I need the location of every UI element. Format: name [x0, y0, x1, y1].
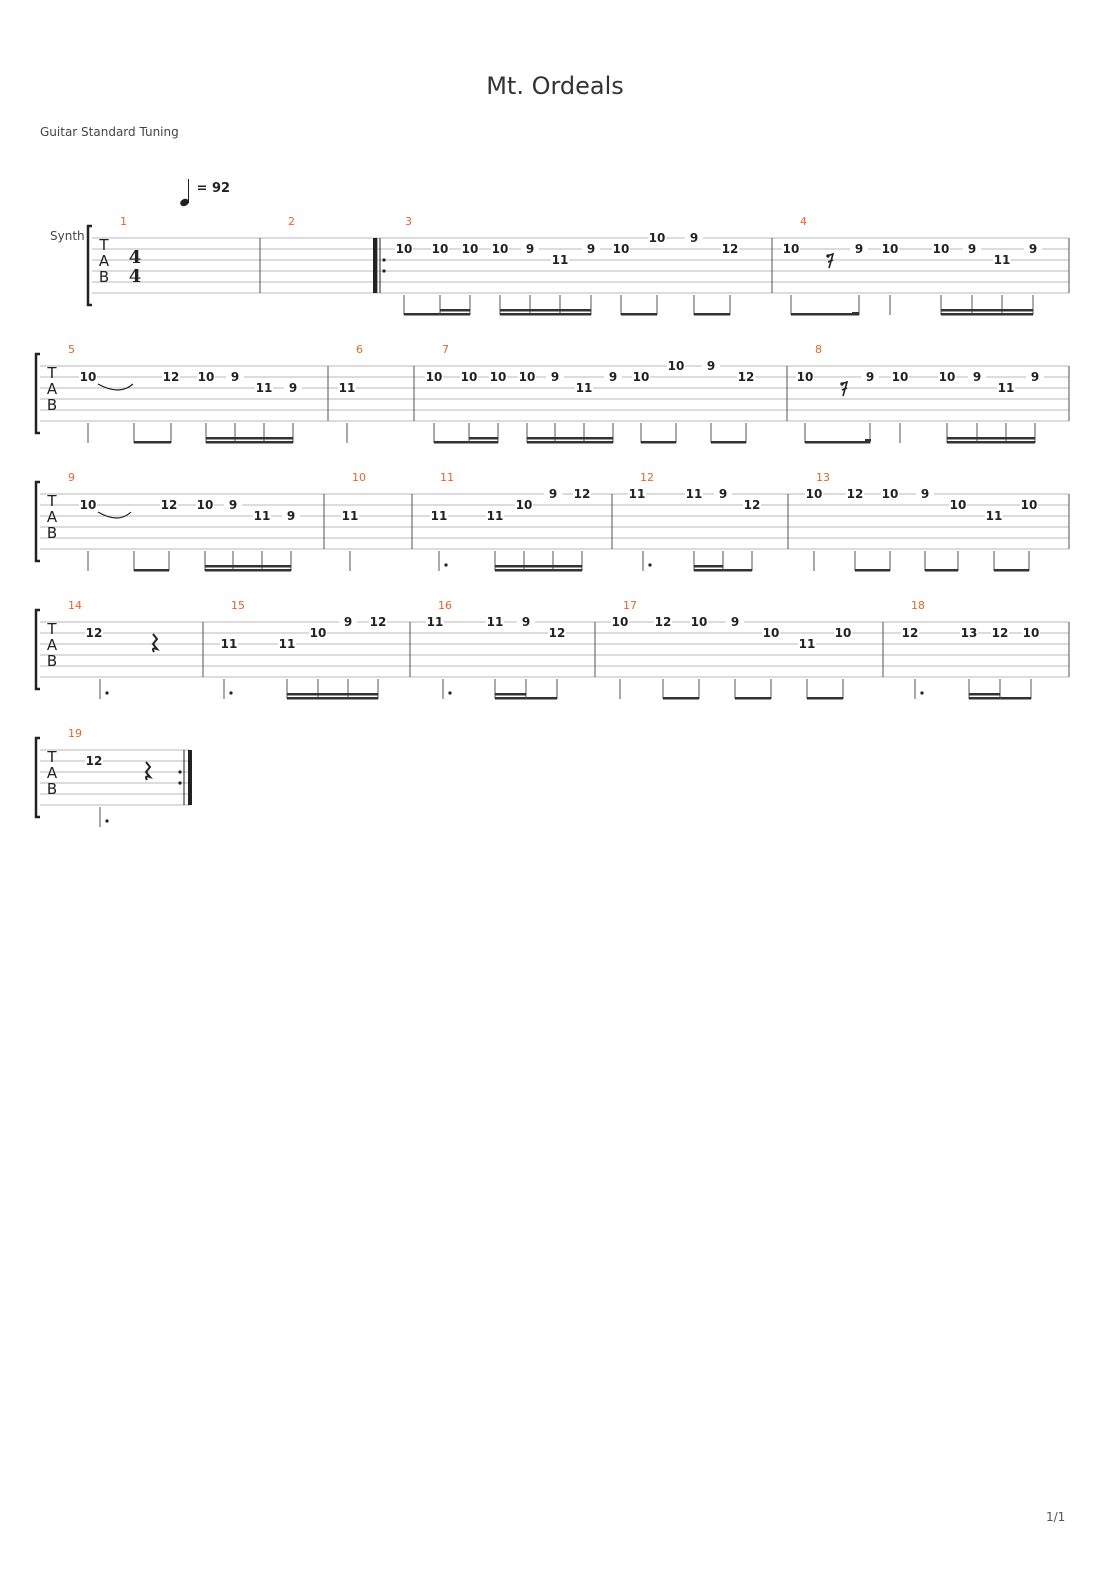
measure	[805, 471, 1069, 549]
measure	[430, 471, 612, 549]
fret-number: 9	[1030, 370, 1040, 384]
fret-number: 11	[486, 509, 504, 523]
fret-number: 12	[85, 626, 103, 640]
augmentation-dot	[444, 563, 447, 566]
fret-number: 11	[486, 615, 504, 629]
measure-number: 19	[68, 727, 82, 740]
beam	[440, 313, 470, 316]
fret-number: 9	[586, 242, 596, 256]
measure	[373, 215, 772, 293]
fret-number: 9	[228, 498, 238, 512]
augmentation-dot	[105, 819, 108, 822]
tab-clef-letter: B	[46, 652, 58, 670]
fret-number: 11	[551, 253, 569, 267]
fret-number: 9	[343, 615, 353, 629]
rest-dot	[826, 254, 829, 257]
beam	[621, 313, 657, 316]
measure-number: 14	[68, 599, 82, 612]
fret-number: 12	[846, 487, 864, 501]
beam	[947, 441, 1035, 444]
fret-number: 9	[548, 487, 558, 501]
beam	[495, 693, 526, 696]
augmentation-dot	[648, 563, 651, 566]
tab-staff	[88, 226, 1069, 305]
fret-number: 10	[518, 370, 536, 384]
fret-number: 12	[160, 498, 178, 512]
beam	[206, 441, 293, 444]
measure-number: 12	[640, 471, 654, 484]
tab-staff	[36, 610, 1069, 689]
fret-number: 9	[706, 359, 716, 373]
fret-number: 10	[196, 498, 214, 512]
repeat-thick-bar	[373, 238, 377, 293]
system-bracket	[88, 226, 92, 305]
fret-number: 11	[426, 615, 444, 629]
measure-number: 13	[816, 471, 830, 484]
beam	[469, 437, 498, 440]
beam	[287, 697, 378, 700]
fret-number: 10	[1022, 626, 1040, 640]
measure-number: 17	[623, 599, 637, 612]
beam	[994, 569, 1029, 572]
system-bracket	[36, 482, 40, 561]
measure	[426, 599, 595, 677]
fret-number: 12	[991, 626, 1009, 640]
measure	[68, 599, 203, 677]
beam	[711, 441, 746, 444]
measure	[288, 215, 377, 293]
beam	[791, 313, 859, 316]
fret-number: 12	[654, 615, 672, 629]
fret-number: 10	[515, 498, 533, 512]
fret-number: 12	[369, 615, 387, 629]
tab-clef-letter: A	[98, 252, 110, 270]
fret-number: 10	[805, 487, 823, 501]
fret-number: 9	[854, 242, 864, 256]
fret-number: 11	[685, 487, 703, 501]
measure	[611, 599, 883, 677]
fret-number: 12	[162, 370, 180, 384]
measure-number: 11	[440, 471, 454, 484]
tab-clef-letter: T	[99, 236, 109, 254]
beam	[735, 697, 771, 700]
fret-number: 11	[253, 509, 271, 523]
beam	[134, 441, 171, 444]
fret-number: 10	[834, 626, 852, 640]
fret-number: 9	[718, 487, 728, 501]
measure	[901, 599, 1069, 677]
fret-number: 10	[932, 242, 950, 256]
tab-clef-letter: B	[46, 396, 58, 414]
fret-number: 9	[689, 231, 699, 245]
fret-number: 9	[550, 370, 560, 384]
augmentation-dot	[229, 691, 232, 694]
repeat-dot	[382, 269, 385, 272]
fret-number: 10	[79, 370, 97, 384]
fret-number: 11	[997, 381, 1015, 395]
measure-number: 6	[356, 343, 363, 356]
fret-number: 10	[491, 242, 509, 256]
fret-number: 9	[288, 381, 298, 395]
system-bracket	[36, 354, 40, 433]
fret-number: 10	[648, 231, 666, 245]
song-title: Mt. Ordeals	[486, 72, 624, 100]
fret-number: 10	[881, 242, 899, 256]
fret-number: 9	[972, 370, 982, 384]
fret-number: 11	[338, 381, 356, 395]
beam	[206, 437, 293, 440]
track-name: Synth	[50, 229, 85, 243]
measure-number: 5	[68, 343, 75, 356]
tab-clef-letter: B	[46, 524, 58, 542]
fret-number: 10	[667, 359, 685, 373]
beam	[440, 309, 470, 312]
beam	[941, 309, 1033, 312]
fret-number: 9	[967, 242, 977, 256]
fret-number: 10	[461, 242, 479, 256]
beam	[134, 569, 169, 572]
beam	[287, 693, 378, 696]
system-bracket	[36, 610, 40, 689]
fret-number: 11	[575, 381, 593, 395]
tuning-label: Guitar Standard Tuning	[40, 125, 179, 139]
tab-clef-letter: A	[46, 508, 58, 526]
tab-clef-letter: B	[98, 268, 110, 286]
augmentation-dot	[920, 691, 923, 694]
rest-dot	[840, 382, 843, 385]
fret-number: 10	[762, 626, 780, 640]
fret-number: 12	[721, 242, 739, 256]
beam	[495, 569, 582, 572]
fret-number: 10	[632, 370, 650, 384]
beam	[495, 565, 582, 568]
fret-number: 10	[796, 370, 814, 384]
quarter-rest-icon	[153, 634, 157, 652]
fret-number: 10	[431, 242, 449, 256]
measure	[338, 343, 414, 421]
fret-number: 12	[737, 370, 755, 384]
tab-clef-letter: T	[47, 748, 57, 766]
page-number: 1/1	[1046, 1510, 1066, 1524]
fret-number: 9	[608, 370, 618, 384]
fret-number: 10	[949, 498, 967, 512]
partial-beam	[852, 312, 859, 315]
measure-number: 18	[911, 599, 925, 612]
beam	[694, 313, 730, 316]
fret-number: 12	[901, 626, 919, 640]
measure	[68, 343, 328, 421]
fret-number: 9	[286, 509, 296, 523]
fret-number: 11	[255, 381, 273, 395]
fret-number: 10	[690, 615, 708, 629]
fret-number: 11	[628, 487, 646, 501]
measure	[796, 343, 1069, 421]
measure	[782, 215, 1069, 293]
tie-arc	[98, 512, 131, 518]
measure-number: 1	[120, 215, 127, 228]
beam	[807, 697, 843, 700]
fret-number: 11	[798, 637, 816, 651]
tab-clef-letter: T	[47, 620, 57, 638]
tab-staff	[36, 738, 190, 817]
measure	[68, 727, 192, 805]
measure-number: 2	[288, 215, 295, 228]
repeat-dot	[382, 258, 385, 261]
measure-number: 8	[815, 343, 822, 356]
fret-number: 11	[993, 253, 1011, 267]
fret-number: 12	[85, 754, 103, 768]
tab-clef-letter: B	[46, 780, 58, 798]
fret-number: 10	[891, 370, 909, 384]
fret-number: 9	[230, 370, 240, 384]
fret-number: 11	[430, 509, 448, 523]
fret-number: 11	[220, 637, 238, 651]
fret-number: 10	[612, 242, 630, 256]
beam	[205, 569, 291, 572]
fret-number: 9	[521, 615, 531, 629]
fret-number: 10	[460, 370, 478, 384]
measure-number: 10	[352, 471, 366, 484]
beam	[855, 569, 890, 572]
beam	[500, 309, 591, 312]
fret-number: 9	[525, 242, 535, 256]
beam	[500, 313, 591, 316]
beam	[694, 569, 723, 572]
fret-number: 10	[611, 615, 629, 629]
beam	[495, 697, 526, 700]
fret-number: 11	[985, 509, 1003, 523]
fret-number: 13	[960, 626, 978, 640]
tab-staff	[36, 354, 1069, 433]
measure	[425, 343, 787, 421]
augmentation-dot	[448, 691, 451, 694]
measure	[120, 215, 260, 293]
tab-clef-letter: A	[46, 764, 58, 782]
fret-number: 10	[938, 370, 956, 384]
beam	[805, 441, 870, 444]
fret-number: 12	[573, 487, 591, 501]
repeat-dot	[178, 770, 181, 773]
fret-number: 10	[881, 487, 899, 501]
beam	[969, 697, 1000, 700]
beam	[527, 437, 613, 440]
repeat-dot	[178, 781, 181, 784]
tab-clef-letter: A	[46, 636, 58, 654]
fret-number: 12	[743, 498, 761, 512]
fret-number: 10	[1020, 498, 1038, 512]
augmentation-dot	[105, 691, 108, 694]
tie-arc	[98, 384, 133, 390]
beam	[641, 441, 676, 444]
beam	[969, 693, 1000, 696]
tab-clef-letter: T	[47, 492, 57, 510]
fret-number: 9	[1028, 242, 1038, 256]
fret-number: 10	[425, 370, 443, 384]
tab-clef-letter: T	[47, 364, 57, 382]
fret-number: 9	[865, 370, 875, 384]
measure	[628, 471, 788, 549]
measure-number: 9	[68, 471, 75, 484]
beam	[527, 441, 613, 444]
fret-number: 10	[782, 242, 800, 256]
quarter-rest-icon	[146, 762, 150, 780]
beam	[947, 437, 1035, 440]
fret-number: 10	[309, 626, 327, 640]
tab-clef-letter: A	[46, 380, 58, 398]
fret-number: 11	[341, 509, 359, 523]
measure	[68, 471, 324, 549]
measure	[220, 599, 410, 677]
fret-number: 10	[197, 370, 215, 384]
fret-number: 10	[489, 370, 507, 384]
repeat-thick-bar	[188, 750, 192, 805]
beam	[663, 697, 699, 700]
measure-number: 16	[438, 599, 452, 612]
beam	[469, 441, 498, 444]
beam	[925, 569, 958, 572]
tempo-value: = 92	[196, 181, 231, 196]
time-signature-number: 4	[128, 266, 142, 287]
measure	[341, 471, 412, 549]
fret-number: 10	[79, 498, 97, 512]
fret-number: 9	[920, 487, 930, 501]
measure-number: 7	[442, 343, 449, 356]
fret-number: 10	[395, 242, 413, 256]
fret-number: 11	[278, 637, 296, 651]
measure-number: 4	[800, 215, 807, 228]
partial-beam	[865, 439, 871, 442]
beam	[694, 565, 723, 568]
measure-number: 3	[405, 215, 412, 228]
fret-number: 12	[548, 626, 566, 640]
system-bracket	[36, 738, 40, 817]
measure-number: 15	[231, 599, 245, 612]
beam	[941, 313, 1033, 316]
fret-number: 9	[730, 615, 740, 629]
time-signature-number: 4	[128, 247, 142, 268]
beam	[205, 565, 291, 568]
